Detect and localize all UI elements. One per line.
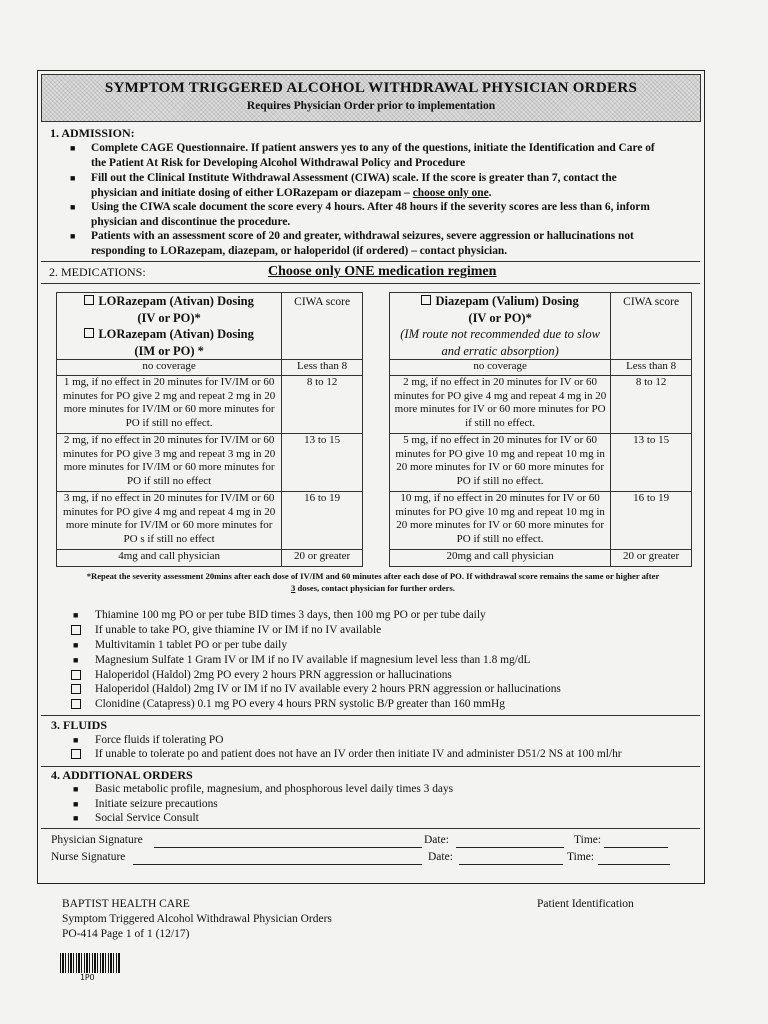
bullet-icon: ■ [70,202,76,212]
medication-order-item[interactable]: If unable to take PO, give thiamine IV or IM if no IV available [95,623,381,638]
table-row [390,492,692,550]
admission-item: ■ Complete CAGE Questionnaire. If patient answers yes to any of the questions, initiate the Identification and Care of the Patient At Risk for Developing Alcohol Withdrawal Policy and Procedure [70,142,655,169]
score-cell: Less than 8 [282,360,363,376]
dose-cell: 20mg and call physician [390,550,611,567]
medication-order-item: ■ Magnesium Sulfate 1 Gram IV or IM if no IV available if magnesium level less than 1.8 mg/dL [73,654,531,666]
checkbox[interactable] [71,699,81,709]
form-header [41,74,701,122]
physician-time-field[interactable] [604,847,668,848]
bullet-icon: ■ [70,173,76,183]
table-row [390,360,692,376]
barcode-text: 1PO [80,973,95,982]
fluids-item[interactable]: If unable to tolerate po and patient does not have an IV order then initiate IV and administer D51/2 NS at 100 ml/hr [95,747,622,762]
checkbox[interactable] [84,328,94,338]
table-row [390,550,692,567]
repeat-assessment-footnote: *Repeat the severity assessment 20mins after each dose of IV/IM and 60 minutes after each dose of PO. If withdrawal score remains the same or higher after 3 doses, contact physician for further orders. [86,571,660,593]
dose-cell: 10 mg, if no effect in 20 minutes for IV or 60 minutes for PO give 10 mg and repeat 10 mg in 20 more minutes for IV or 60 more minutes for PO if still no effect. [390,492,611,550]
additional-order-item: ■ Basic metabolic profile, magnesium, and phosphorous level daily times 3 days [73,783,454,795]
bullet-icon: ■ [73,610,79,620]
date-label: Date: [428,851,453,863]
divider [41,766,700,767]
nurse-date-field[interactable] [459,864,563,865]
bullet-icon: ■ [73,784,79,794]
score-cell: 13 to 15 [282,434,363,492]
physician-date-field[interactable] [456,847,564,848]
dose-cell: 1 mg, if no effect in 20 minutes for IV/IM or 60 minutes for PO give 2 mg and repeat 2 mg in 20 more minutes for IV/IM or 60 more minutes for PO if still no effect. [57,376,282,434]
divider [41,283,700,284]
section-additional-orders-title: 4. ADDITIONAL ORDERS [51,768,193,782]
admission-item: ■ Using the CIWA scale document the score every 4 hours. After 48 hours if the severity scores are less than 6, inform physician and discontinue the procedure. [70,201,650,228]
ciwa-score-header: CIWA score [611,293,692,360]
admission-item: ■ Fill out the Clinical Institute Withdrawal Assessment (CIWA) scale. If the score is greater than 7, contact the physician and initiate dosing of either LORazepam or diazepam – choose only one. [70,172,617,199]
dose-cell: 2 mg, if no effect in 20 minutes for IV or 60 minutes for PO give 4 mg and repeat 4 mg in 20 more minutes for IV or 60 more minutes for PO if still no effect. [390,376,611,434]
table-row [57,360,363,376]
regimen-note: Choose only ONE medication regimen [268,264,497,279]
form-title: SYMPTOM TRIGGERED ALCOHOL WITHDRAWAL PHYSICIAN ORDERS [104,80,638,96]
table-row [57,376,363,434]
checkbox[interactable] [421,295,431,305]
medication-order-item: ■ Multivitamin 1 tablet PO or per tube daily [73,639,288,651]
checkbox[interactable] [84,295,94,305]
patient-identification-label: Patient Identification [537,898,634,910]
dose-cell: no coverage [390,360,611,376]
checkbox[interactable] [71,625,81,635]
score-cell: 20 or greater [611,550,692,567]
divider [41,261,700,262]
table-row [390,376,692,434]
bullet-icon: ■ [73,813,79,823]
nurse-time-field[interactable] [598,864,670,865]
admission-item: ■ Patients with an assessment score of 20 and greater, withdrawal seizures, severe aggression or hallucinations not responding to LORazepam, diazepam, or haloperidol (if ordered) – contact physician. [70,230,634,257]
bullet-icon: ■ [70,143,76,153]
form-id: PO-414 Page 1 of 1 (12/17) [62,928,190,940]
time-label: Time: [574,834,602,846]
bullet-icon: ■ [70,231,76,241]
divider [41,715,700,716]
medication-order-item[interactable]: Haloperidol (Haldol) 2mg PO every 2 hours PRN aggression or hallucinations [95,668,452,683]
dose-cell: 3 mg, if no effect in 20 minutes for IV/IM or 60 minutes for PO give 4 mg and repeat 4 mg in 20 more minute for IV/IM or 60 more minutes for PO s if still no effect [57,492,282,550]
additional-order-item: ■ Social Service Consult [73,812,199,824]
score-cell: 16 to 19 [611,492,692,550]
score-cell: Less than 8 [611,360,692,376]
nurse-signature-field[interactable] [133,864,422,865]
table-row [57,492,363,550]
checkbox[interactable] [71,749,81,759]
form-subtitle: Requires Physician Order prior to implementation [246,100,496,112]
section-medications-title: 2. MEDICATIONS: [49,265,146,279]
bullet-icon: ■ [73,735,79,745]
barcode-icon [60,953,120,973]
lorazepam-dosing-table [56,292,363,567]
date-label: Date: [424,834,449,846]
bullet-icon: ■ [73,655,79,665]
fluids-item: ■ Force fluids if tolerating PO [73,734,224,746]
physician-signature-label: Physician Signature [51,834,143,846]
section-admission-title: 1. ADMISSION: [50,126,135,140]
medication-order-item[interactable]: Clonidine (Catapress) 0.1 mg PO every 4 hours PRN systolic B/P greater than 160 mmHg [95,697,505,712]
dose-cell: no coverage [57,360,282,376]
section-fluids-title: 3. FLUIDS [51,718,108,732]
bullet-icon: ■ [73,640,79,650]
checkbox[interactable] [71,670,81,680]
score-cell: 8 to 12 [282,376,363,434]
score-cell: 8 to 12 [611,376,692,434]
dose-cell: 2 mg, if no effect in 20 minutes for IV/IM or 60 minutes for PO give 3 mg and repeat 3 mg in 20 more minutes for IV/IM or 60 more minutes for PO if still no effect [57,434,282,492]
dose-cell: 4mg and call physician [57,550,282,567]
form-name: Symptom Triggered Alcohol Withdrawal Physician Orders [62,913,332,925]
checkbox[interactable] [71,684,81,694]
diazepam-header: Diazepam (Valium) Dosing (IV or PO)* (IM route not recommended due to slow and erratic absorption) [390,293,611,360]
table-row [57,550,363,567]
score-cell: 13 to 15 [611,434,692,492]
nurse-signature-label: Nurse Signature [51,851,126,863]
medication-order-item: ■ Thiamine 100 mg PO or per tube BID times 3 days, then 100 mg PO or per tube daily [73,609,486,621]
ciwa-score-header: CIWA score [282,293,363,360]
table-row [390,434,692,492]
lorazepam-header: LORazepam (Ativan) Dosing (IV or PO)* LORazepam (Ativan) Dosing (IM or PO) * [57,293,282,360]
medication-order-item[interactable]: Haloperidol (Haldol) 2mg IV or IM if no IV available every 2 hours PRN aggression or hallucinations [95,682,561,697]
organization-name: BAPTIST HEALTH CARE [62,898,190,910]
time-label: Time: [567,851,595,863]
bullet-icon: ■ [73,799,79,809]
table-row [57,434,363,492]
dose-cell: 5 mg, if no effect in 20 minutes for IV or 60 minutes for PO give 10 mg and repeat 10 mg in 20 more minutes for IV or 60 more minutes for PO if still no effect. [390,434,611,492]
form-footer-info [62,897,332,942]
score-cell: 16 to 19 [282,492,363,550]
diazepam-dosing-table [389,292,692,567]
physician-signature-field[interactable] [154,847,422,848]
divider [41,828,700,829]
additional-order-item: ■ Initiate seizure precautions [73,798,218,810]
score-cell: 20 or greater [282,550,363,567]
